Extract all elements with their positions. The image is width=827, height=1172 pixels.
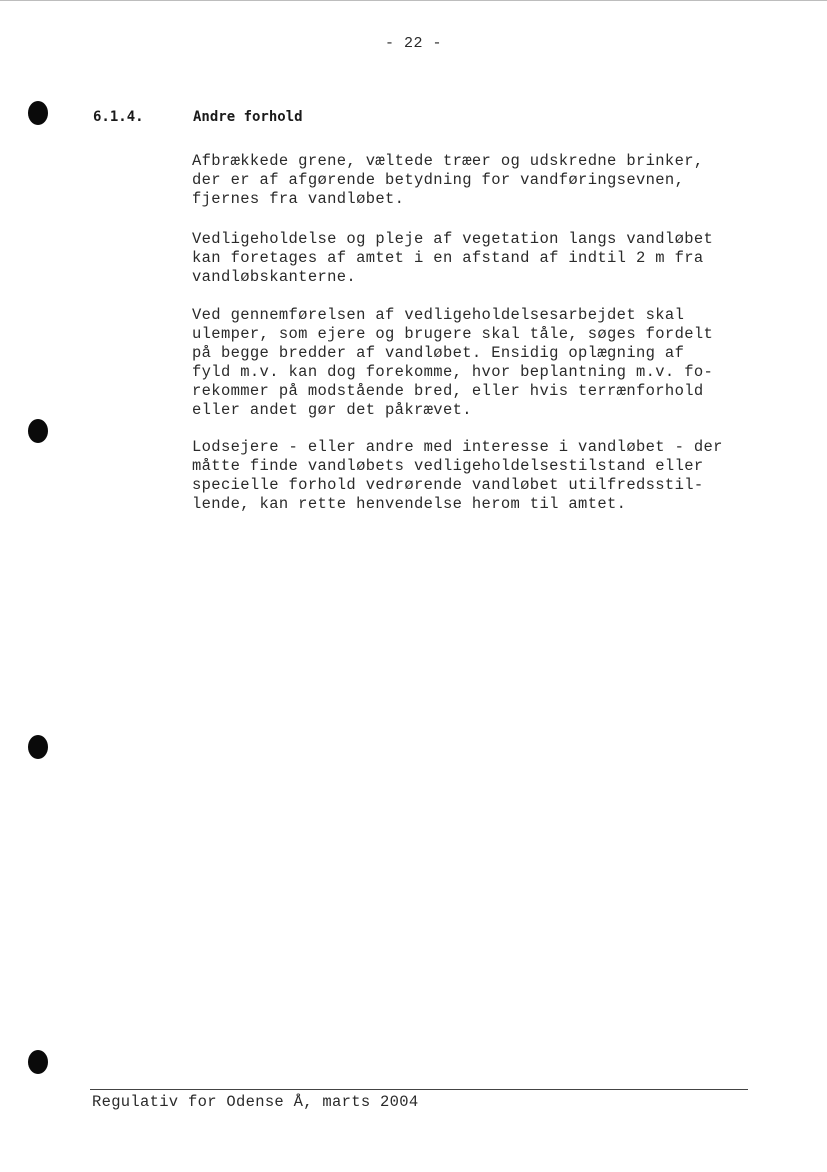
- punch-hole: [28, 1050, 48, 1074]
- scan-top-edge: [0, 0, 827, 1]
- section-title: Andre forhold: [193, 109, 303, 125]
- paragraph-vegetation-maintenance: Vedligeholdelse og pleje af vegetation langs vandløbet kan foretages af amtet i en afstand af indtil 2 m fra vandløbskanterne.: [192, 230, 714, 286]
- punch-hole: [28, 735, 48, 759]
- footer-divider: [90, 1089, 748, 1090]
- section-number: 6.1.4.: [93, 109, 144, 125]
- footer-document-title: Regulativ for Odense Å, marts 2004: [92, 1093, 419, 1111]
- punch-hole: [28, 101, 48, 125]
- punch-hole: [28, 419, 48, 443]
- page-number: - 22 -: [384, 35, 442, 52]
- paragraph-work-distribution: Ved gennemførelsen af vedligeholdelsesarbejdet skal ulemper, som ejere og brugere skal tåle, søges fordelt på begge bredder af vandløbet. Ensidig oplægning af fyld m.v. kan dog forekomme, hvor beplantning m.v. fo- rekommer på modstående bred, eller hvis terrænforhold eller andet gør det påkrævet.: [192, 306, 714, 419]
- paragraph-landowner-inquiries: Lodsejere - eller andre med interesse i vandløbet - der måtte finde vandløbets vedligeholdelsestilstand eller specielle forhold vedrørende vandløbet utilfredsstil- lende, kan rette henvendelse herom til amtet.: [192, 438, 723, 513]
- paragraph-debris-removal: Afbrækkede grene, væltede træer og udskredne brinker, der er af afgørende betydning for vandføringsevnen, fjernes fra vandløbet.: [192, 152, 704, 208]
